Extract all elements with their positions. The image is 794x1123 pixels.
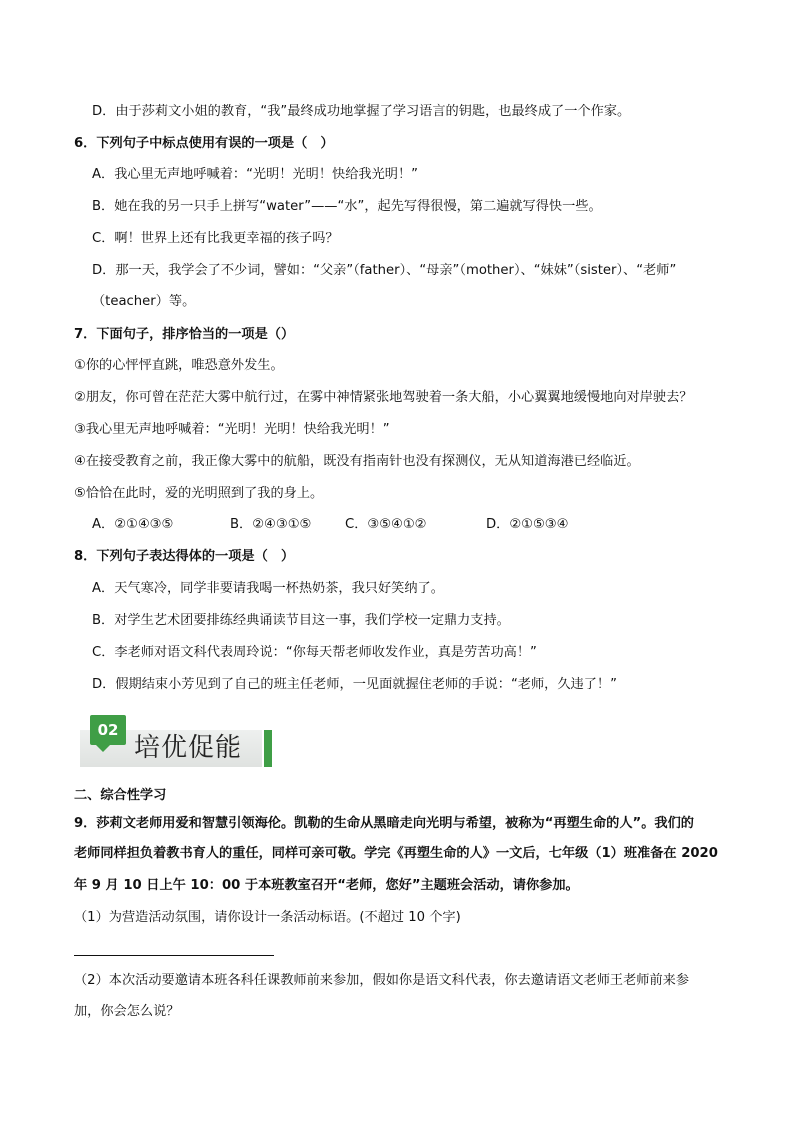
section-banner [80, 715, 272, 767]
q6-option-c: C．啊！世界上还有比我更幸福的孩子吗？ [92, 231, 339, 246]
q5-option-d: D．由于莎莉文小姐的教育，“我”最终成功地掌握了学习语言的钥匙，也最终成了一个作家。 [92, 104, 631, 119]
answer-blank-line[interactable] [74, 955, 274, 956]
banner-number-badge: 02 [90, 715, 126, 745]
question-7: 7．下面句子，排序恰当的一项是（） [74, 327, 295, 342]
q8-option-c: C．李老师对语文科代表周玲说：“你每天帮老师收发作业，真是劳苦功高！” [92, 645, 537, 660]
q9-subquestion-2-line2: 加，你会怎么说？ [74, 1004, 180, 1019]
q7-sentence-4: ④在接受教育之前，我正像大雾中的航船，既没有指南针也没有探测仪，无从知道海港已经临近。 [74, 454, 640, 469]
q7-sentence-5: ⑤恰恰在此时，爱的光明照到了我的身上。 [74, 486, 324, 501]
q8-option-a: A．天气寒冷，同学非要请我喝一杯热奶茶，我只好笑纳了。 [92, 581, 444, 596]
q9-subquestion-2-line1: （2）本次活动要邀请本班各科任课教师前来参加，假如你是语文科代表，你去邀请语文老师王老师前来参 [74, 973, 690, 988]
question-9-line2: 老师同样担负着教书育人的重任，同样可亲可敬。学完《再塑生命的人》一文后，七年级（1）班准备在 2020 [74, 846, 718, 861]
q6-option-a: A．我心里无声地呼喊着：“光明！光明！快给我光明！” [92, 167, 418, 182]
question-8: 8．下列句子表达得体的一项是（ ） [74, 549, 295, 564]
q6-option-d-line1: D．那一天，我学会了不少词，譬如：“父亲”（father）、“母亲”（mother）、“妹妹”（sister）、“老师” [92, 263, 677, 278]
q9-subquestion-1: （1）为营造活动氛围，请你设计一条活动标语。(不超过 10 个字) [74, 910, 461, 925]
q8-option-d: D．假期结束小芳见到了自己的班主任老师，一见面就握住老师的手说：“老师，久违了！” [92, 677, 617, 692]
q6-option-b: B．她在我的另一只手上拼写“water”——“水”，起先写得很慢，第二遍就写得快一些。 [92, 199, 602, 214]
banner-title: 培优促能 [134, 733, 243, 763]
q7-sentence-1: ①你的心怦怦直跳，唯恐意外发生。 [74, 358, 284, 373]
badge-pointer-icon [96, 745, 110, 752]
q7-options-row [92, 516, 568, 534]
q7-sentence-2: ②朋友，你可曾在茫茫大雾中航行过，在雾中神情紧张地驾驶着一条大船，小心翼翼地缓慢地向对岸驶去？ [74, 390, 693, 405]
q8-option-b: B．对学生艺术团要排练经典诵读节目这一事，我们学校一定鼎力支持。 [92, 613, 510, 628]
question-9-line1: 9．莎莉文老师用爱和智慧引领海伦。凯勒的生命从黑暗走向光明与希望，被称为“再塑生命的人”。我们的 [74, 816, 694, 831]
question-9-line3: 年 9 月 10 日上午 10：00 于本班教室召开“老师，您好”主题班会活动，请你参加。 [74, 878, 579, 893]
q7-option-d: D．②①⑤③④ [486, 517, 569, 532]
q7-option-c: C．③⑤④①② [345, 517, 427, 532]
question-6: 6．下列句子中标点使用有误的一项是（ ） [74, 136, 334, 151]
banner-accent-bar [264, 730, 272, 767]
section-heading: 二、综合性学习 [74, 788, 167, 803]
q7-option-a: A．②①④③⑤ [92, 517, 174, 532]
q7-option-b: B．②④③①⑤ [230, 517, 312, 532]
q6-option-d-line2: （teacher）等。 [92, 294, 196, 309]
q7-sentence-3: ③我心里无声地呼喊着：“光明！光明！快给我光明！” [74, 422, 390, 437]
